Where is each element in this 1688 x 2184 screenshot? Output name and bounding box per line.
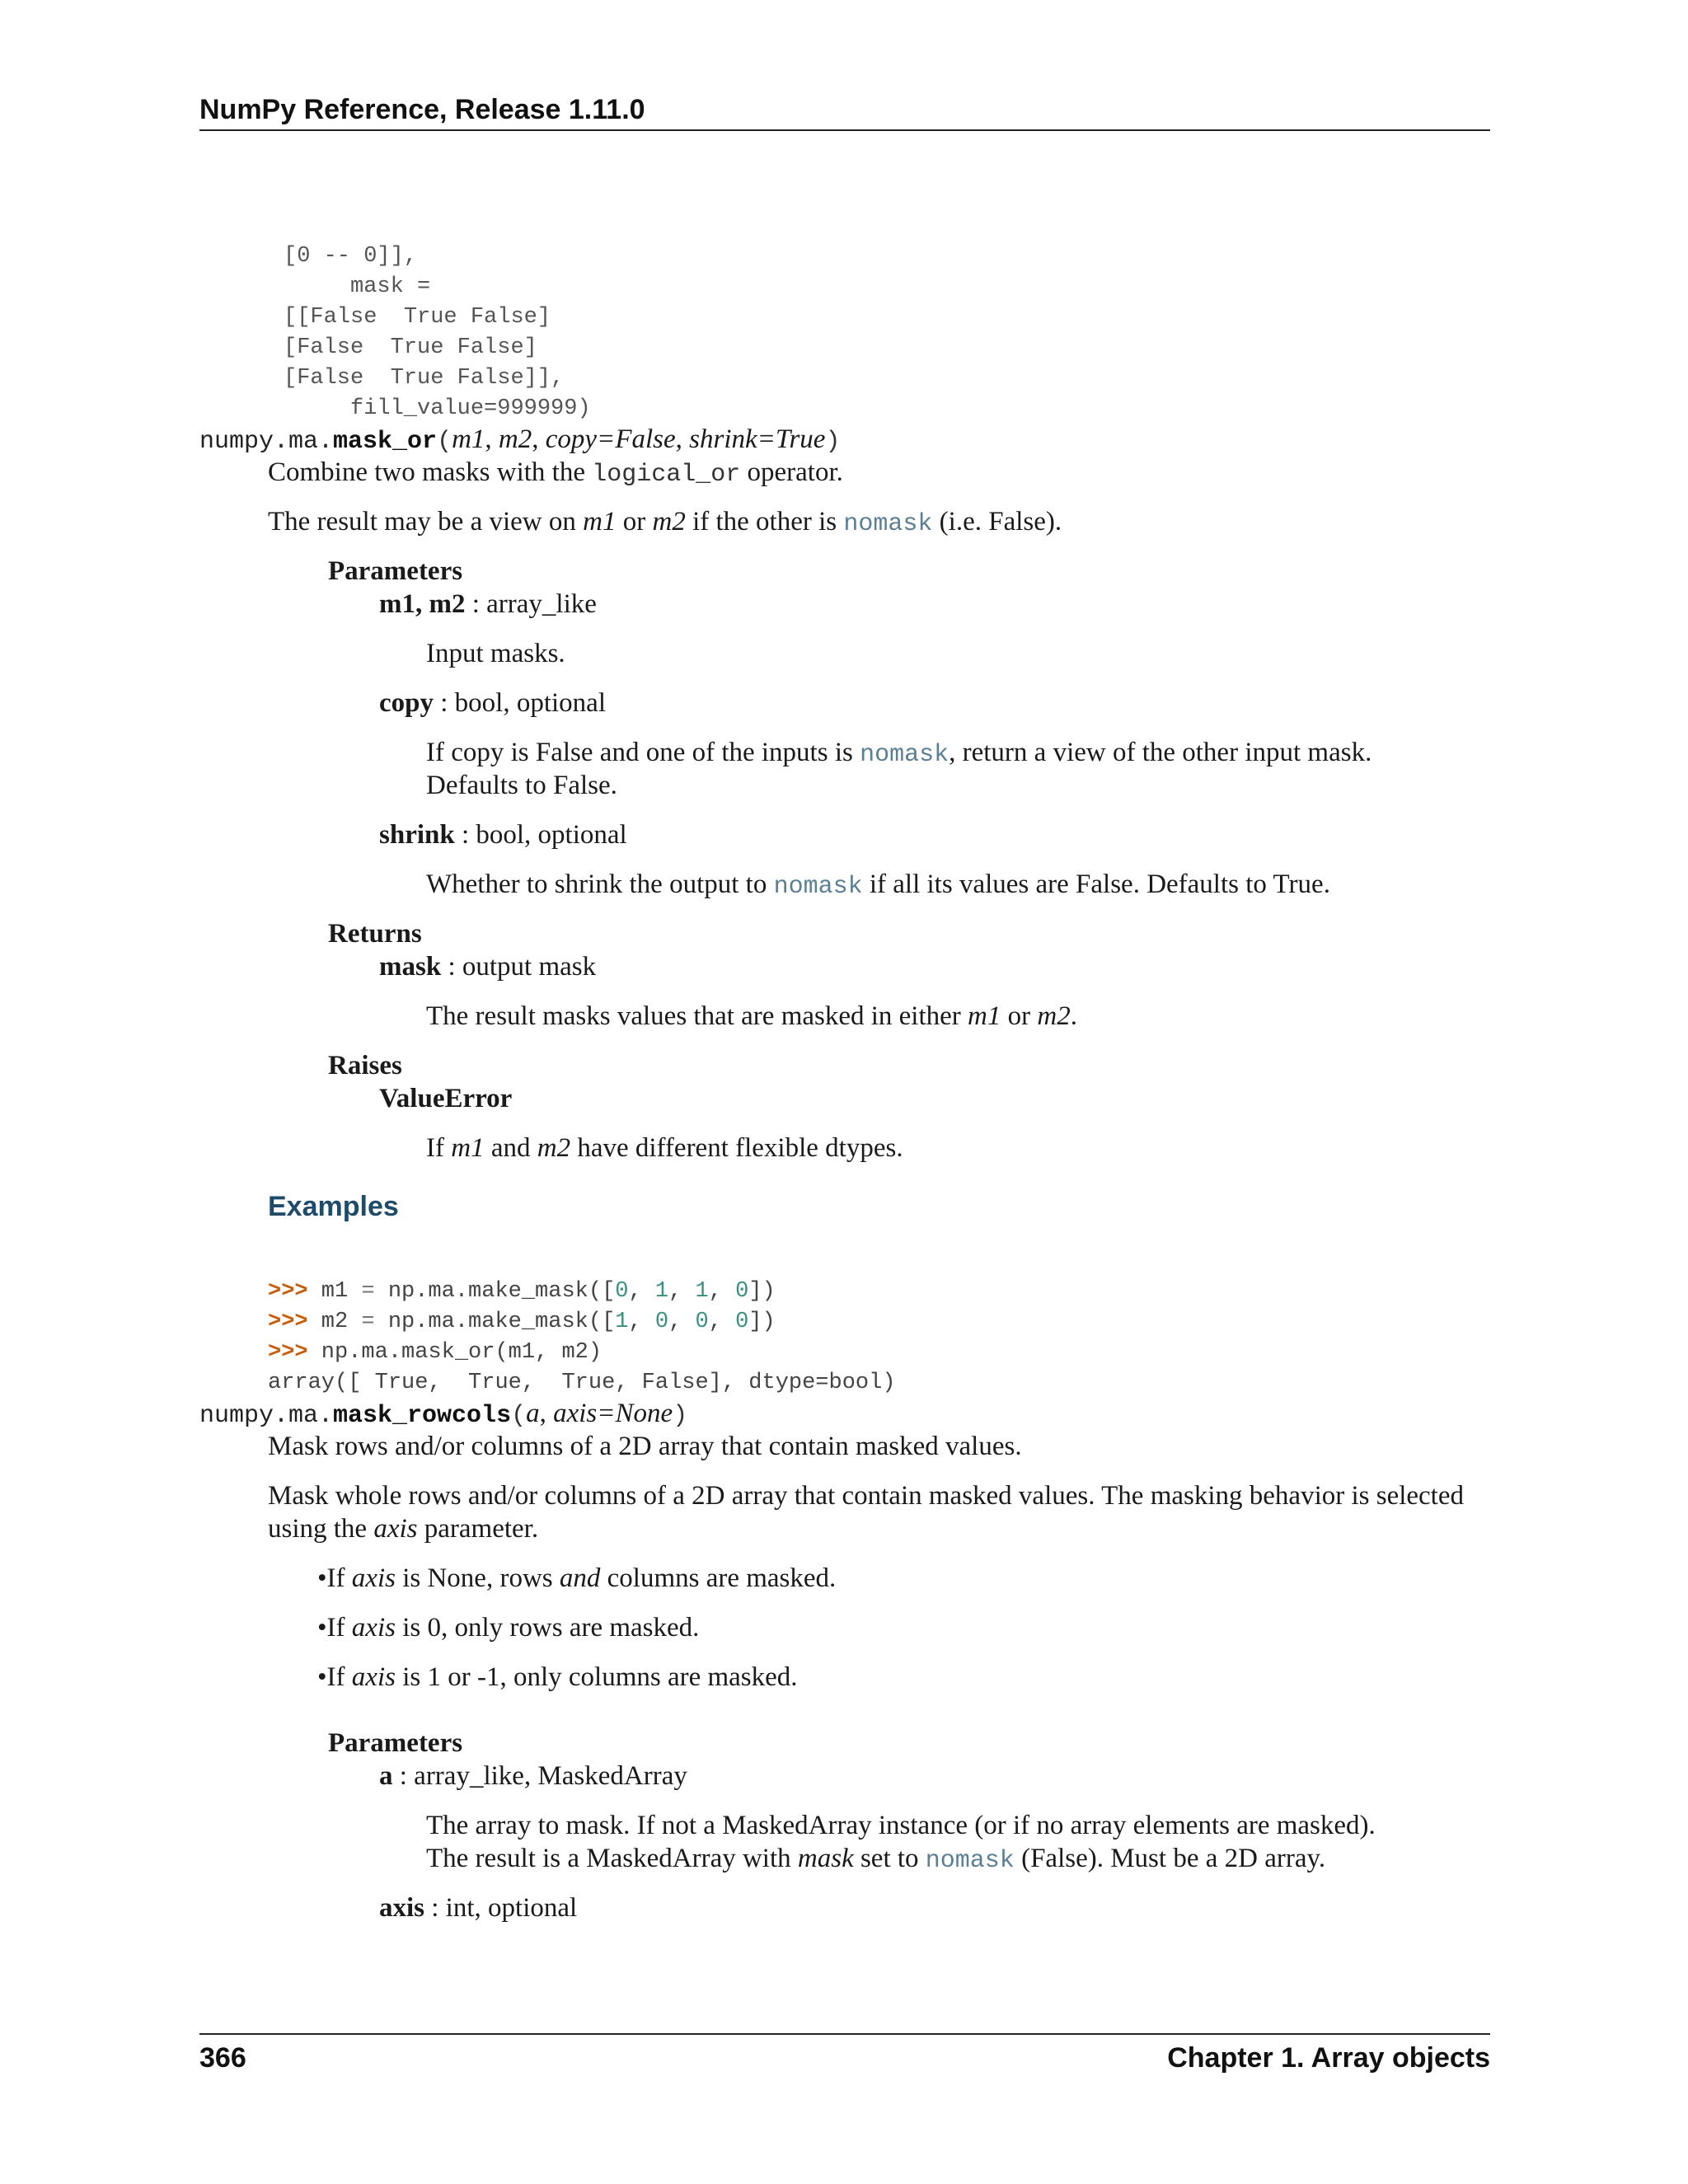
bullet-em: axis <box>351 1613 396 1643</box>
bullet-em: axis <box>351 1662 396 1692</box>
desc-text: set to <box>853 1844 926 1873</box>
desc-text: The result masks values that are masked in either <box>426 1001 968 1031</box>
return-mask-desc <box>426 1000 1077 1033</box>
desc-text: if all its values are False. Defaults to True. <box>862 869 1330 899</box>
code-number: 1 <box>654 1279 669 1304</box>
parameters-heading: Parameters <box>328 556 463 586</box>
desc-em: m2 <box>537 1133 571 1163</box>
code-text: ]) <box>748 1279 776 1304</box>
code-line <box>268 1307 896 1338</box>
code-prompt: >>> <box>268 1310 308 1334</box>
desc-em: mask <box>797 1844 854 1873</box>
sig-close-paren: ) <box>673 1402 688 1430</box>
code-number: 0 <box>615 1279 629 1304</box>
desc-text: The result may be a view on <box>268 507 584 537</box>
bullet-text: is 0, only rows are masked. <box>395 1613 700 1643</box>
bullet-text: •If <box>317 1563 352 1593</box>
code-line <box>268 1338 896 1368</box>
desc-em: m2 <box>652 507 686 537</box>
sig-param: copy=False <box>545 424 676 454</box>
mask-rowcols-desc-line2 <box>268 1512 538 1545</box>
raises-heading: Raises <box>328 1051 402 1080</box>
code-text: m2 <box>307 1310 362 1334</box>
sig-param: a <box>526 1399 540 1428</box>
desc-text: and <box>484 1133 537 1163</box>
desc-em: m2 <box>1037 1001 1071 1031</box>
desc-text: The result is a MaskedArray with <box>426 1844 798 1873</box>
prev-output-line: mask = <box>284 274 431 299</box>
mask-or-summary <box>268 456 843 491</box>
code-number: 0 <box>735 1279 749 1304</box>
desc-text: have different flexible dtypes. <box>570 1133 903 1163</box>
code-text: , <box>708 1279 736 1304</box>
desc-text: (i.e. False). <box>932 507 1062 537</box>
prev-output-line: [0 -- 0]], <box>284 244 418 269</box>
param-type: : int, optional <box>424 1893 578 1923</box>
desc-text: , return a view of the other input mask. <box>949 738 1372 767</box>
nomask-link[interactable]: nomask <box>860 741 950 769</box>
code-text: , <box>668 1279 696 1304</box>
returns-heading: Returns <box>328 919 422 949</box>
sig-param: axis=None <box>553 1399 673 1428</box>
code-number: 1 <box>695 1279 709 1304</box>
sig-open-paren: ( <box>437 428 452 456</box>
mask-rowcols-signature <box>199 1397 687 1432</box>
page-number: 366 <box>199 2042 246 2074</box>
mask-or-description <box>268 505 1062 541</box>
desc-text: parameter. <box>417 1514 539 1544</box>
param-name: m1, m2 <box>379 589 466 619</box>
sig-close-paren: ) <box>825 428 841 456</box>
sig-param: m2 <box>498 424 532 454</box>
code-line <box>268 1277 896 1307</box>
code-operator: = <box>361 1279 375 1304</box>
prev-output-line: [False True False] <box>284 335 537 360</box>
param-shrink <box>379 818 627 851</box>
sig-sep: , <box>532 424 546 454</box>
bullet-text: columns are masked. <box>600 1563 837 1593</box>
examples-heading: Examples <box>268 1191 399 1222</box>
code-text: , <box>628 1310 655 1334</box>
nomask-link[interactable]: nomask <box>925 1847 1015 1875</box>
sig-param: m1 <box>452 424 485 454</box>
return-mask <box>379 950 596 983</box>
bullet-text: •If <box>317 1662 352 1692</box>
prev-output-line: [False True False]], <box>284 366 565 391</box>
header-rule <box>199 129 1490 131</box>
code-prompt: >>> <box>268 1340 308 1365</box>
code-output: array([ True, True, True, False], dtype=bool) <box>268 1371 896 1395</box>
code-text: np.ma.make_mask([ <box>374 1279 616 1304</box>
bullet-em: axis <box>351 1563 396 1593</box>
code-text: , <box>708 1310 736 1334</box>
sig-open-paren: ( <box>511 1402 527 1430</box>
prev-output-line: [[False True False] <box>284 305 551 330</box>
raise-valueerror: ValueError <box>379 1084 513 1113</box>
param-a-desc-line2 <box>426 1842 1325 1877</box>
param-a <box>379 1760 687 1793</box>
prev-output-line: fill_value=999999) <box>284 396 591 421</box>
summary-code: logical_or <box>592 461 741 489</box>
code-text: np.ma.make_mask([ <box>374 1310 616 1334</box>
code-operator: = <box>361 1310 375 1334</box>
desc-text: if the other is <box>685 507 844 537</box>
sig-sep: , <box>675 424 690 454</box>
bullet-text: •If <box>317 1613 352 1643</box>
mask-rowcols-desc-line1: Mask whole rows and/or columns of a 2D array that contain masked values. The masking behavior is selected <box>268 1481 1465 1511</box>
sig-module: numpy.ma. <box>199 428 334 456</box>
desc-em: m1 <box>583 507 617 537</box>
param-type: : array_like <box>465 589 597 619</box>
desc-text: Whether to shrink the output to <box>426 869 774 899</box>
nomask-link[interactable]: nomask <box>843 510 933 538</box>
param-a-desc-line1: The array to mask. If not a MaskedArray instance (or if no array elements are masked). <box>426 1811 1376 1840</box>
raise-valueerror-desc <box>426 1132 903 1165</box>
bullet-item <box>317 1562 836 1595</box>
desc-em: axis <box>373 1514 418 1544</box>
code-text: ]) <box>748 1310 776 1334</box>
sig-function-name[interactable]: mask_or <box>333 428 438 456</box>
param-type: : array_like, MaskedArray <box>392 1761 687 1791</box>
code-text: np.ma.mask_or(m1, m2) <box>307 1340 603 1365</box>
param-copy-desc-line2: Defaults to False. <box>426 771 617 800</box>
parameters-heading: Parameters <box>328 1728 463 1758</box>
param-name: axis <box>379 1893 425 1923</box>
desc-em: m1 <box>451 1133 485 1163</box>
sig-sep: , <box>485 424 499 454</box>
return-type: : output mask <box>441 952 597 982</box>
param-axis <box>379 1891 577 1924</box>
prev-output-block <box>284 211 591 455</box>
summary-text: operator. <box>740 457 843 487</box>
code-number: 0 <box>654 1310 669 1334</box>
return-name: mask <box>379 952 442 982</box>
desc-text: If <box>426 1133 452 1163</box>
desc-text: (False). Must be a 2D array. <box>1014 1844 1326 1873</box>
param-name: a <box>379 1761 393 1791</box>
param-name: shrink <box>379 820 455 850</box>
footer-chapter: Chapter 1. Array objects <box>1167 2042 1490 2074</box>
sig-function-name[interactable]: mask_rowcols <box>333 1402 512 1430</box>
sig-module: numpy.ma. <box>199 1402 334 1430</box>
running-header-title: NumPy Reference, Release 1.11.0 <box>199 94 645 125</box>
footer-rule <box>199 2033 1490 2035</box>
sig-sep: , <box>539 1399 554 1428</box>
code-number: 0 <box>695 1310 709 1334</box>
param-m1-m2 <box>379 588 597 621</box>
desc-text: . <box>1070 1001 1077 1031</box>
bullet-item <box>317 1661 798 1694</box>
code-number: 1 <box>615 1310 629 1334</box>
mask-rowcols-summary: Mask rows and/or columns of a 2D array that contain masked values. <box>268 1432 1022 1461</box>
param-copy <box>379 687 606 719</box>
summary-text: Combine two masks with the <box>268 457 593 487</box>
param-m1-m2-desc: Input masks. <box>426 639 565 668</box>
code-text: , <box>628 1279 655 1304</box>
code-text: , <box>668 1310 696 1334</box>
bullet-em: and <box>559 1563 601 1593</box>
sig-param: shrink=True <box>689 424 826 454</box>
desc-text: If copy is False and one of the inputs is <box>426 738 860 767</box>
param-type: : bool, optional <box>434 688 606 718</box>
code-prompt: >>> <box>268 1279 308 1304</box>
bullet-text: is None, rows <box>395 1563 560 1593</box>
param-shrink-desc <box>426 868 1330 903</box>
bullet-text: is 1 or -1, only columns are masked. <box>395 1662 798 1692</box>
bullet-item <box>317 1611 699 1644</box>
code-text: m1 <box>307 1279 362 1304</box>
code-number: 0 <box>735 1310 749 1334</box>
desc-text: or <box>1001 1001 1038 1031</box>
desc-text: using the <box>268 1514 374 1544</box>
param-type: : bool, optional <box>454 820 627 850</box>
nomask-link[interactable]: nomask <box>773 873 863 901</box>
param-copy-desc <box>426 736 1372 771</box>
desc-text: or <box>616 507 653 537</box>
param-name: copy <box>379 688 434 718</box>
mask-or-signature <box>199 423 840 458</box>
desc-em: m1 <box>968 1001 1001 1031</box>
